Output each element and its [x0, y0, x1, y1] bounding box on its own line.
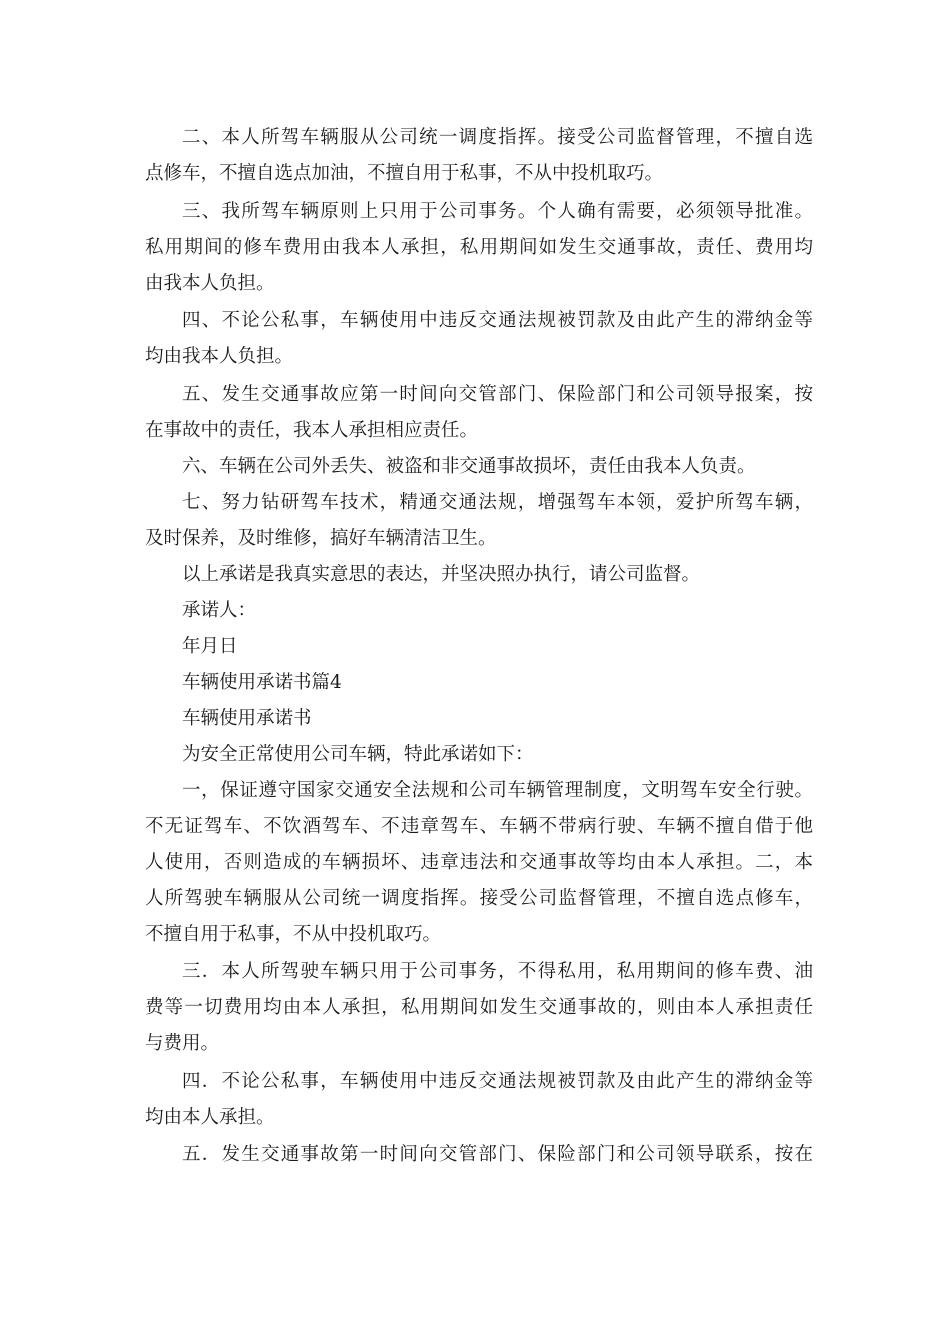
text-line: 五．发生交通事故第一时间向交管部门、保险部门和公司领导联系，按在	[182, 1144, 813, 1165]
text-line: 四、不论公私事，车辆使用中违反交通法规被罚款及由此产生的滞纳金等	[182, 310, 813, 331]
text-line: 及时保养，及时维修，搞好车辆清洁卫生。	[145, 527, 497, 549]
text-line: 为安全正常使用公司车辆，特此承诺如下：	[182, 743, 534, 765]
text-line: 一，保证遵守国家交通安全法规和公司车辆管理制度，文明驾车安全行驶。	[182, 779, 813, 801]
section-heading	[145, 665, 813, 701]
text-line: 二、本人所驾车辆服从公司统一调度指挥。接受公司监督管理，不擅自选	[182, 127, 813, 148]
text-line: 年月日	[182, 635, 238, 657]
paragraph-3-second	[145, 954, 813, 1062]
document-body	[145, 120, 813, 1173]
text-line: 不擅自用于私事，不从中投机取巧。	[145, 923, 442, 945]
closing-statement	[145, 557, 813, 593]
text-line: 六、车辆在公司外丢失、被盗和非交通事故损坏，责任由我本人负责。	[182, 455, 756, 477]
text-line: 均由我本人负担。	[145, 346, 294, 367]
paragraph-1-second	[145, 773, 813, 953]
document-title	[145, 701, 813, 737]
text-line: 车辆使用承诺书篇4	[182, 671, 342, 693]
paragraph-6	[145, 449, 813, 485]
paragraph-4-second	[145, 1064, 813, 1136]
text-line: 承诺人：	[182, 599, 257, 621]
text-line: 在事故中的责任，我本人承担相应责任。	[145, 419, 479, 441]
text-line: 由我本人负担。	[145, 272, 275, 294]
text-line: 与费用。	[145, 1033, 220, 1054]
date-line	[145, 629, 813, 665]
text-line: 三、我所驾车辆原则上只用于公司事务。个人确有需要，必须领导批准。	[182, 200, 813, 222]
paragraph-5	[145, 377, 813, 449]
paragraph-4	[145, 303, 813, 375]
signatory-label	[145, 593, 813, 629]
text-line: 人所驾驶车辆服从公司统一调度指挥。接受公司监督管理，不擅自选点修车，	[145, 887, 813, 909]
text-line: 点修车，不擅自选点加油，不擅自用于私事，不从中投机取巧。	[145, 163, 664, 184]
text-line: 均由本人承担。	[145, 1106, 275, 1128]
paragraph-3	[145, 194, 813, 302]
text-line: 四．不论公私事，车辆使用中违反交通法规被罚款及由此产生的滞纳金等	[182, 1070, 813, 1092]
paragraph-2	[145, 120, 813, 192]
text-line: 费等一切费用均由本人承担，私用期间如发生交通事故的，则由本人承担责任	[145, 997, 813, 1018]
intro-statement	[145, 737, 813, 773]
paragraph-5-second	[145, 1137, 813, 1173]
text-line: 车辆使用承诺书	[182, 707, 312, 729]
text-line: 人使用，否则造成的车辆损坏、违章违法和交通事故等均由本人承担。二，本	[145, 851, 813, 873]
text-line: 五、发生交通事故应第一时间向交管部门、保险部门和公司领导报案，按	[182, 383, 813, 405]
text-line: 三．本人所驾驶车辆只用于公司事务，不得私用，私用期间的修车费、油	[182, 961, 813, 982]
text-line: 七、努力钻研驾车技术，精通交通法规，增强驾车本领，爱护所驾车辆，	[182, 491, 813, 513]
paragraph-7	[145, 485, 813, 557]
text-line: 不无证驾车、不饮酒驾车、不违章驾车、车辆不带病行驶、车辆不擅自借于他	[145, 815, 813, 837]
text-line: 以上承诺是我真实意思的表达，并坚决照办执行，请公司监督。	[182, 563, 701, 585]
text-line: 私用期间的修车费用由我本人承担，私用期间如发生交通事故，责任、费用均	[145, 236, 813, 258]
